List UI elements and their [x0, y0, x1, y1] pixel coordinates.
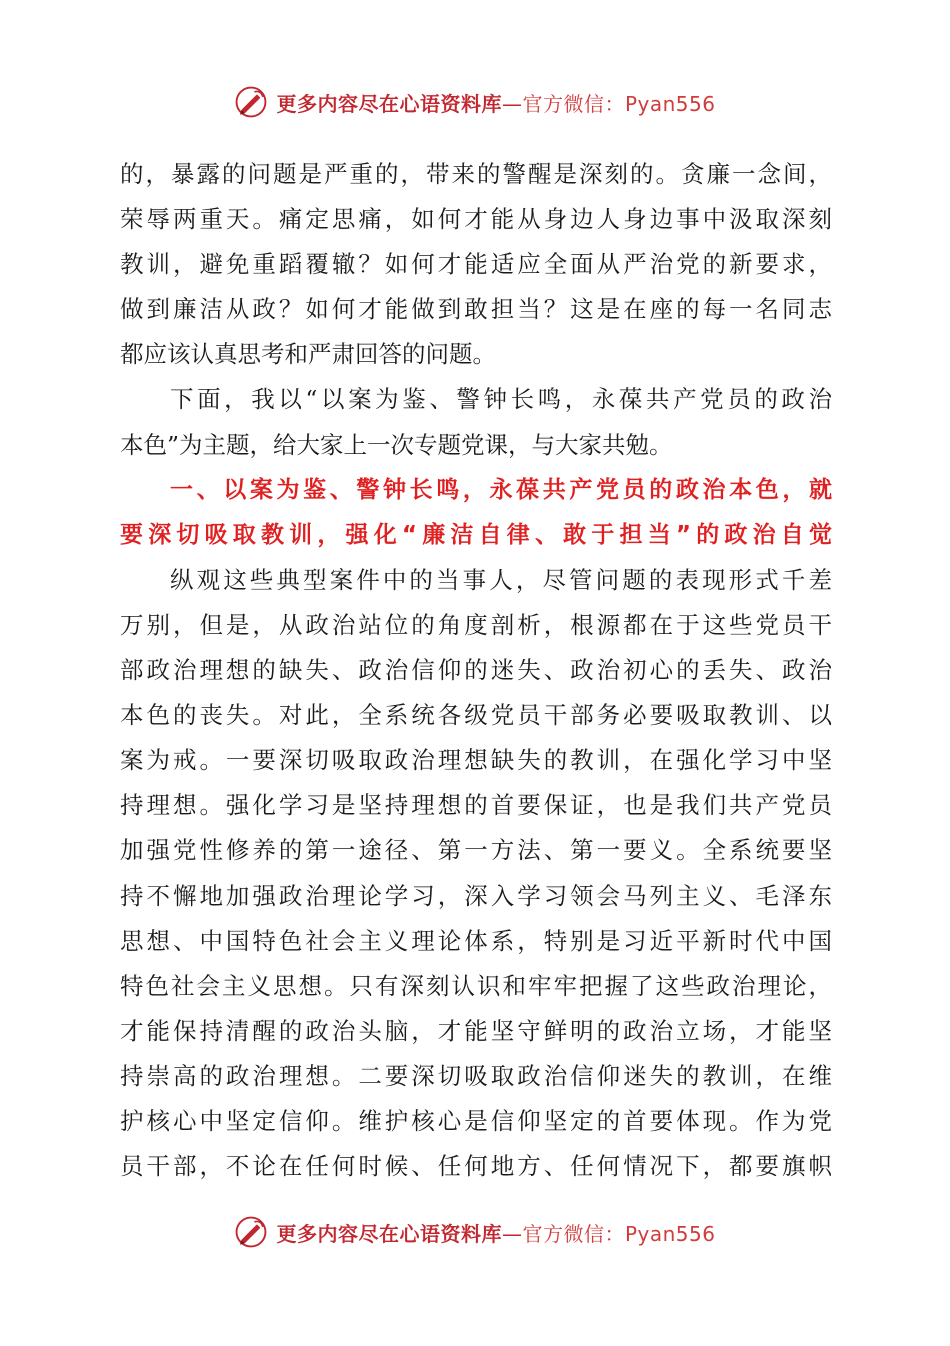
watermark-wechat: 官方微信：Pyan556 [522, 1221, 716, 1246]
paragraph-intro [120, 377, 832, 467]
text-line: 才能保持清醒的政治头脑，才能坚守鲜明的政治立场，才能坚 [120, 1016, 832, 1045]
watermark-dash: — [501, 91, 523, 116]
text-line: 持理想。强化学习是坚持理想的首要保证，也是我们共产党员 [120, 791, 832, 820]
text-line: 本色”为主题，给大家上一次专题党课，与大家共勉。 [120, 430, 673, 459]
text-line: 特色社会主义思想。只有深刻认识和牢牢把握了这些政治理论， [120, 971, 832, 1000]
heading-line: 要深切吸取教训，强化“廉洁自律、敢于担当”的政治自觉 [120, 521, 832, 548]
text-line: 员干部，不论在任何时候、任何地方、任何情况下，都要旗帜 [120, 1152, 832, 1181]
text-line: 持崇高的政治理想。二要深切吸取政治信仰迷失的教训，在维 [120, 1061, 832, 1090]
paragraph-body [120, 558, 832, 1189]
paragraph-continuation [120, 152, 832, 377]
text-line: 的，暴露的问题是严重的，带来的警醒是深刻的。贪廉一念间， [120, 160, 832, 188]
section-heading [120, 468, 832, 558]
text-line: 持不懈地加强政治理论学习，深入学习领会马列主义、毛泽东 [120, 881, 832, 910]
text-line: 案为戒。一要深切吸取政治理想缺失的教训，在强化学习中坚 [120, 746, 832, 775]
text-line: 本色的丧失。对此，全系统各级党员干部务必要吸取教训、以 [120, 701, 832, 730]
text-line: 教训，避免重蹈覆辙？如何才能适应全面从严治党的新要求， [120, 250, 832, 279]
watermark-dash: — [501, 1221, 523, 1246]
document-body [120, 152, 832, 1189]
text-line: 纵观这些典型案件中的当事人，尽管问题的表现形式千差 [170, 565, 832, 594]
footer-watermark-banner [0, 1210, 950, 1254]
text-line: 万别，但是，从政治站位的角度剖析，根源都在于这些党员干 [120, 610, 832, 639]
text-line: 下面，我以“以案为鉴、警钟长鸣，永葆共产党员的政治 [170, 385, 832, 414]
watermark-text [276, 1218, 715, 1247]
text-line: 做到廉洁从政？如何才能做到敢担当？这是在座的每一名同志 [120, 295, 832, 324]
text-line: 加强党性修养的第一途径、第一方法、第一要义。全系统要坚 [120, 836, 832, 865]
pen-logo-icon [234, 85, 268, 119]
text-line: 思想、中国特色社会主义理论体系，特别是习近平新时代中国 [120, 926, 832, 955]
text-line: 护核心中坚定信仰。维护核心是信仰坚定的首要体现。作为党 [120, 1106, 832, 1135]
pen-logo-icon [234, 1215, 268, 1249]
watermark-site-name: 更多内容尽在心语资料库 [276, 1221, 502, 1246]
text-line: 部政治理想的缺失、政治信仰的迷失、政治初心的丢失、政治 [120, 656, 832, 685]
heading-line: 一、以案为鉴、警钟长鸣，永葆共产党员的政治本色，就 [170, 476, 832, 503]
text-line: 都应该认真思考和严肃回答的问题。 [120, 340, 496, 369]
watermark-site-name: 更多内容尽在心语资料库 [276, 91, 502, 116]
header-watermark-banner [0, 80, 950, 124]
text-line: 荣辱两重天。痛定思痛，如何才能从身边人身边事中汲取深刻 [120, 205, 832, 234]
watermark-wechat: 官方微信：Pyan556 [522, 91, 716, 116]
watermark-text [276, 88, 715, 117]
